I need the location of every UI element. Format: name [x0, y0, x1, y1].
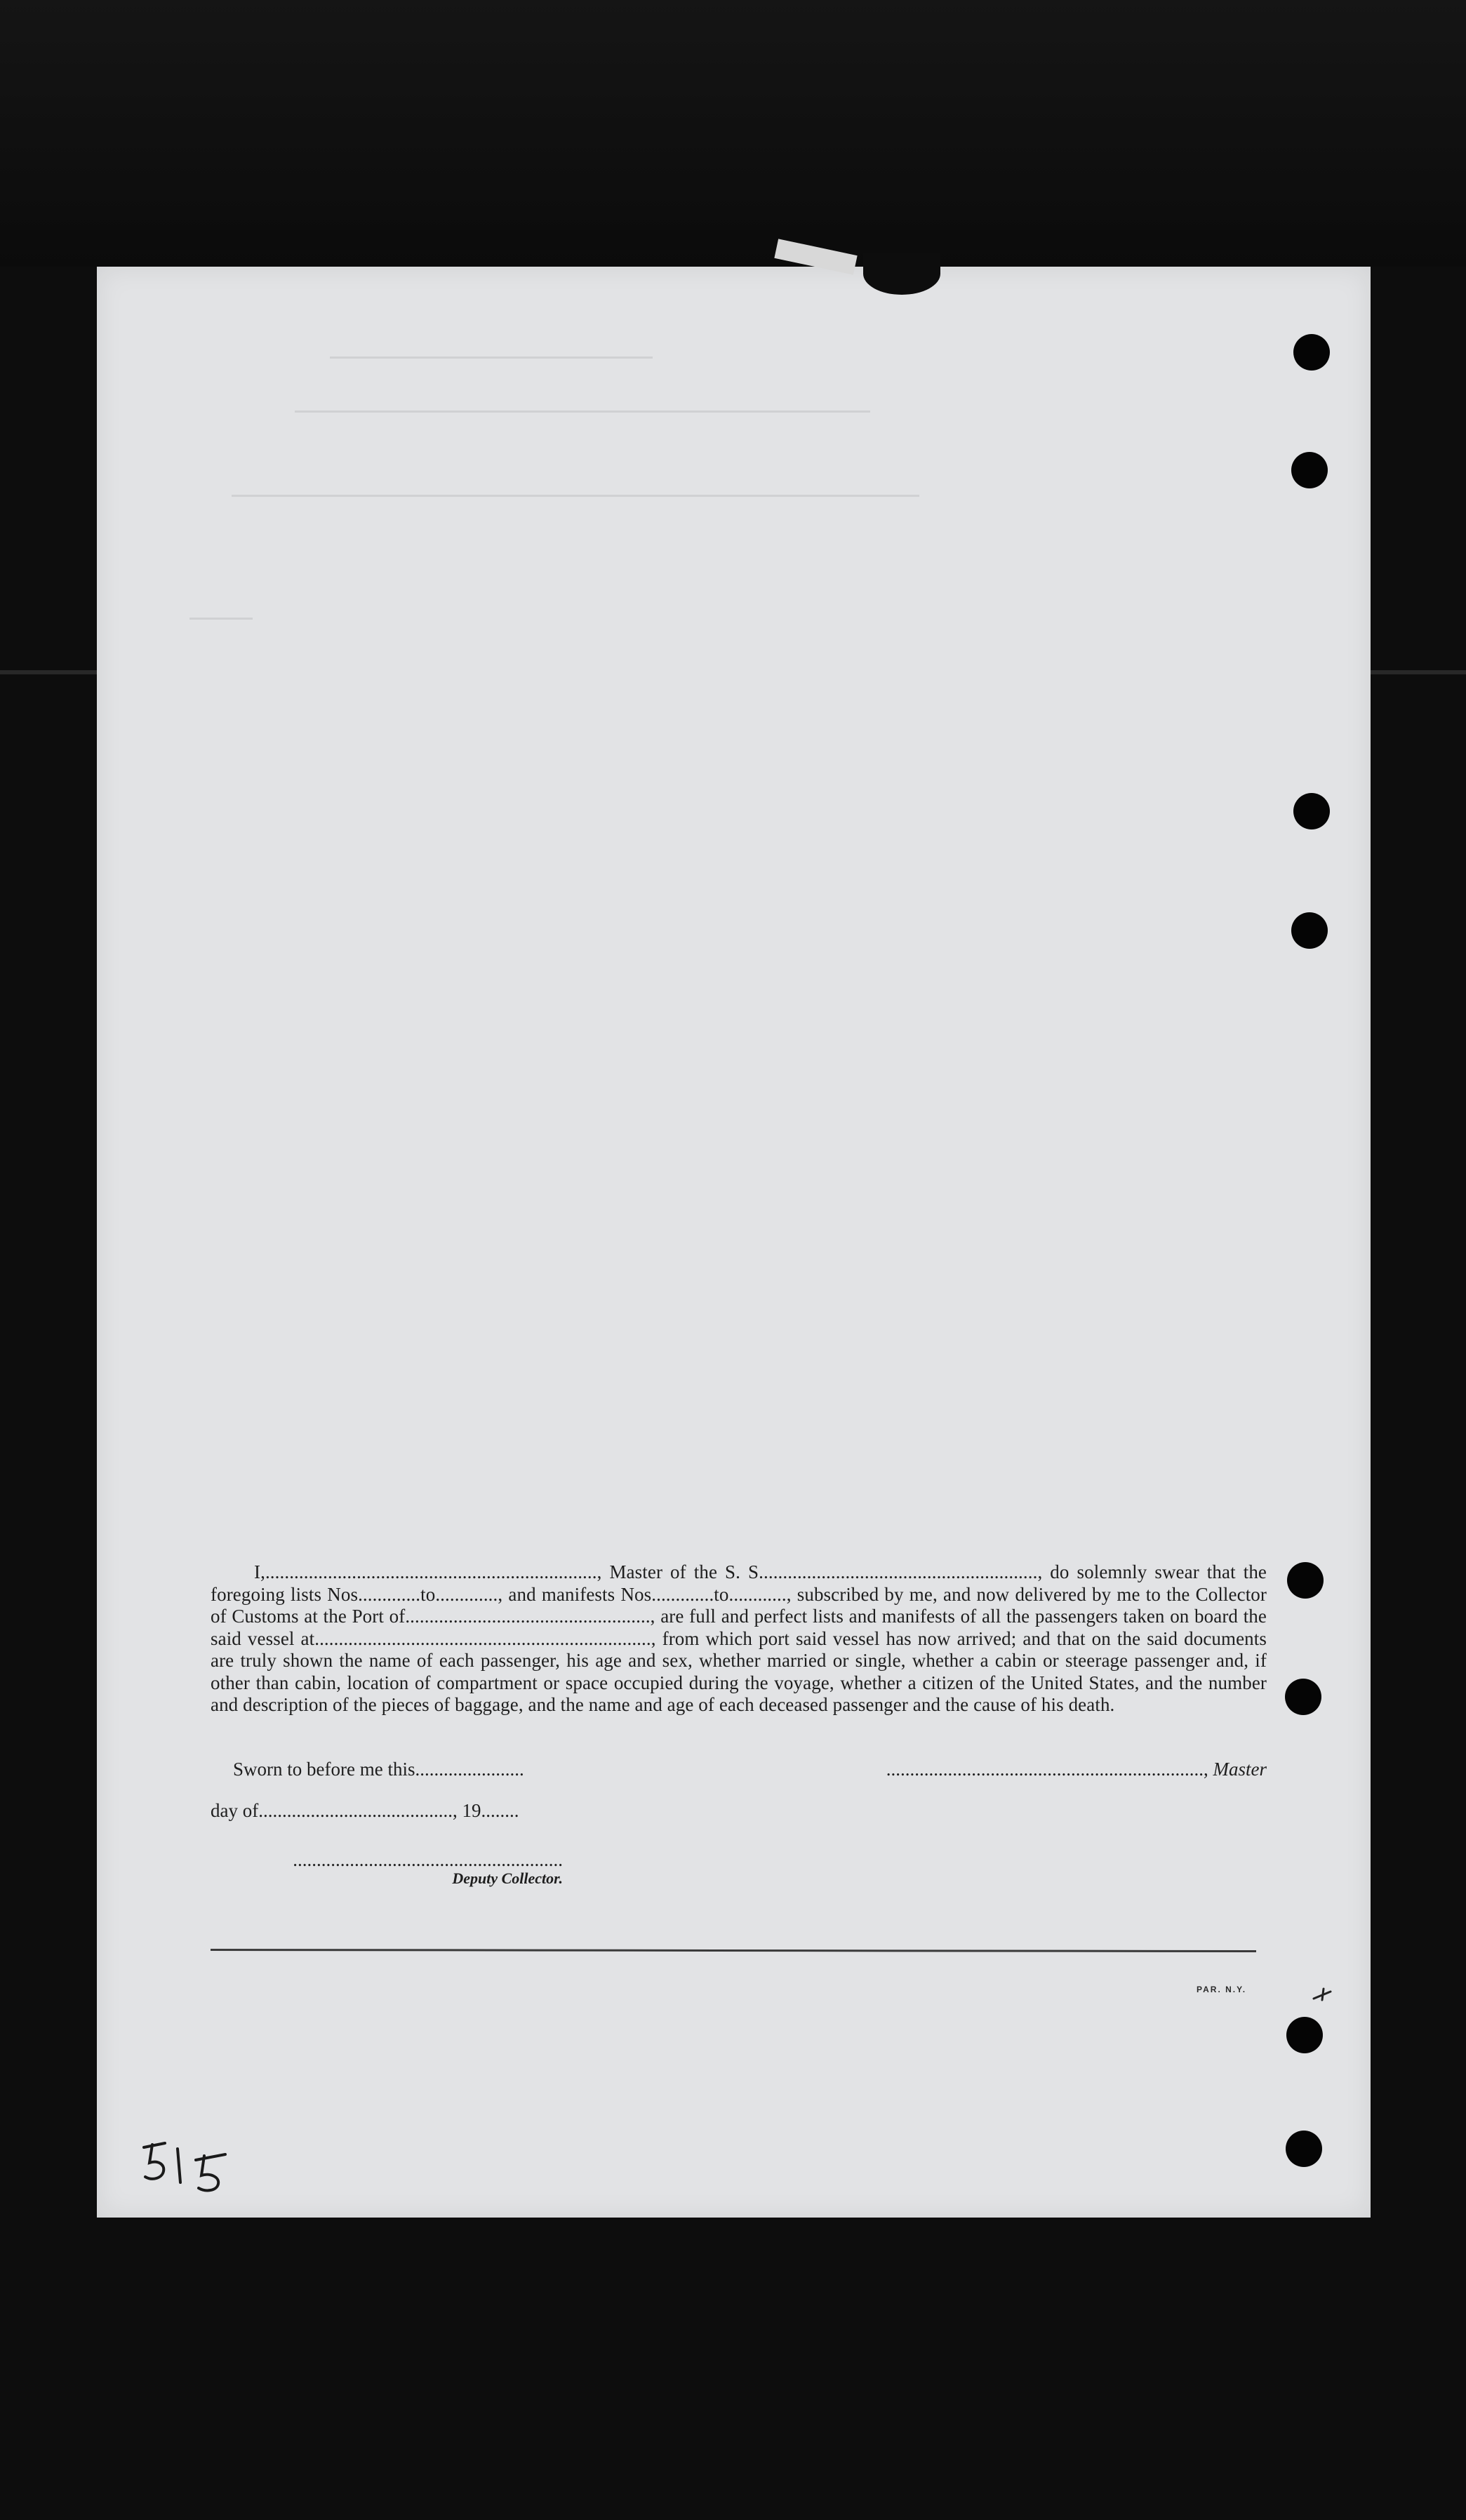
punch-hole: [1286, 2131, 1322, 2167]
document-page: [97, 267, 1371, 2218]
deputy-collector-label: Deputy Collector.: [452, 1869, 563, 1887]
punch-hole: [1291, 912, 1328, 949]
bleed-through-mark: [330, 356, 653, 359]
punch-hole: [1287, 1562, 1324, 1599]
deputy-collector-signature: [254, 1849, 563, 1888]
sworn-before-line: Sworn to before me this.......................: [233, 1759, 524, 1780]
bleed-through-mark: [189, 618, 253, 620]
punch-hole: [1291, 452, 1328, 488]
torn-page-notch: [863, 253, 940, 295]
handwritten-page-number: [137, 2132, 235, 2195]
bleed-through-mark: [232, 495, 919, 497]
day-of-line: day of........................................., 19........: [211, 1800, 519, 1821]
punch-hole: [1285, 1679, 1321, 1715]
punch-hole: [1286, 2017, 1323, 2053]
master-label: Master: [1213, 1759, 1267, 1780]
master-signature-line: [886, 1759, 1267, 1780]
master-signature-dots: ...................................................................,: [886, 1759, 1208, 1780]
margin-pencil-mark: [1311, 1987, 1333, 2003]
printer-mark: PAR. N.Y.: [1197, 1985, 1247, 1994]
scan-background: [0, 0, 1466, 267]
bleed-through-mark: [295, 411, 870, 413]
deputy-signature-dots: .........................................................: [293, 1849, 563, 1870]
punch-hole: [1293, 793, 1330, 829]
master-oath-paragraph: I,....................................................................., Master of the S. S.........................................................., do solemnly swear that the foregoing lists Nos.............to............., and manifests Nos.............to............, subscribed by me, and now delivered by me to the Collector of Customs at the Port of..................................................., are full and perfect lists and manifests of all the passengers taken on board the said vessel at......................................................................, from which port said vessel has now arrived; and that on the said documents are truly shown the name of each passenger, his age and sex, whether married or single, whether a cabin or steerage passenger and, if other than cabin, location of compartment or space occupied during the voyage, whether a citizen of the United States, and the number and description of the pieces of baggage, and the name and age of each deceased passenger and the cause of his death.: [211, 1561, 1267, 1715]
punch-hole: [1293, 334, 1330, 371]
